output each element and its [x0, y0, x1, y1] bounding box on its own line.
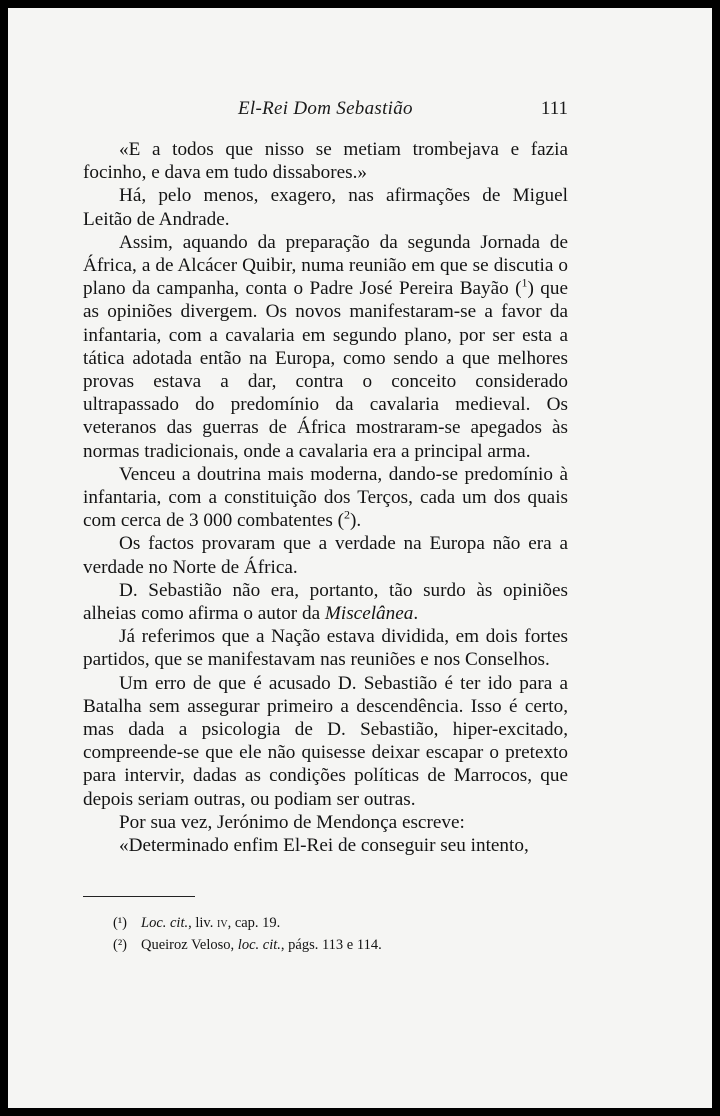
paragraph-4 — [83, 463, 568, 533]
paragraph-4-text-a: Venceu a doutrina mais moderna, dando-se predomínio à infantaria, com a constituição dos Terços, cada um dos quais com cerca de 3 000 combatentes ( — [83, 463, 568, 532]
paragraph-6 — [83, 579, 568, 625]
body-text — [83, 138, 568, 857]
footnote-divider — [83, 896, 195, 897]
paragraph-8: Um erro de que é acusado D. Sebastião é ter ido para a Batalha sem assegurar primeiro a descendência. Isso é certo, mas dada a psicologia de D. Sebastião, hiper-excitado, compreende-se que ele não quisesse deixar escapar o pretexto para intervir, dadas as condições políticas de Marrocos, que depois seriam outras, ou podiam ser outras. — [83, 672, 568, 810]
footnote-citation: Loc. cit. — [141, 915, 189, 931]
paragraph-6-text-b: . — [413, 603, 419, 625]
footnote-roman: iv — [217, 915, 228, 931]
paragraph-9: Por sua vez, Jerónimo de Mendonça escreve: — [119, 811, 465, 833]
running-title: El-Rei Dom Sebastião — [238, 98, 413, 119]
footnote-marker: (²) — [113, 937, 128, 953]
paragraph-10: «Determinado enfim El-Rei de conseguir seu intento, — [119, 835, 529, 857]
footnote-text: Queiroz Veloso, — [141, 937, 238, 953]
footnote-citation: loc. cit. — [237, 937, 281, 953]
footnote-1 — [83, 912, 568, 934]
page-number: 111 — [540, 98, 568, 119]
footnote-2 — [83, 934, 568, 956]
paragraph-3-text-b: ) que as opiniões divergem. Os novos manifestaram-se a favor da infantaria, com a cavalaria em segundo plano, por ser esta a tática adotada então na Europa, como sendo a que melhores provas estava a dar, contra o conceito considerado ultrapassado do predomínio da cavalaria medieval. Os veteranos das guerras de África mostraram-se apegados às normas tradicionais, onde a cavalaria era a principal arma. — [83, 278, 569, 462]
book-title-miscelanea: Miscelânea — [324, 603, 414, 625]
paragraph-4-text-b: ). — [350, 510, 362, 532]
paragraph-1: «E a todos que nisso se metiam trombejava e fazia focinho, e dava em tudo dissabores.» — [83, 139, 568, 184]
paragraph-3-text-a: Assim, aquando da preparação da segunda Jornada de África, a de Alcácer Quibir, numa reunião em que se discutia o plano da campanha, conta o Padre José Pereira Bayão ( — [83, 231, 568, 300]
paragraph-7: Já referimos que a Nação estava dividida, em dois fortes partidos, que se manifestavam nas reuniões e nos Conselhos. — [83, 626, 568, 671]
footnote-text: , cap. 19. — [227, 915, 281, 931]
footnote-ref-1: 1 — [521, 275, 528, 290]
page-header — [88, 98, 568, 124]
footnote-text: , págs. 113 e 114. — [280, 937, 382, 953]
paragraph-5: Os factos provaram que a verdade na Europa não era a verdade no Norte de África. — [83, 533, 568, 578]
footnote-ref-2: 2 — [344, 507, 351, 522]
paragraph-3 — [83, 231, 568, 463]
book-page — [8, 8, 712, 1108]
footnote-marker: (¹) — [113, 915, 128, 931]
footnotes — [83, 912, 568, 956]
footnote-text: , liv. — [188, 915, 217, 931]
paragraph-2: Há, pelo menos, exagero, nas afirmações de Miguel Leitão de Andrade. — [83, 185, 568, 230]
paragraph-6-text-a: D. Sebastião não era, portanto, tão surdo às opiniões alheias como afirma o autor da — [83, 579, 568, 625]
